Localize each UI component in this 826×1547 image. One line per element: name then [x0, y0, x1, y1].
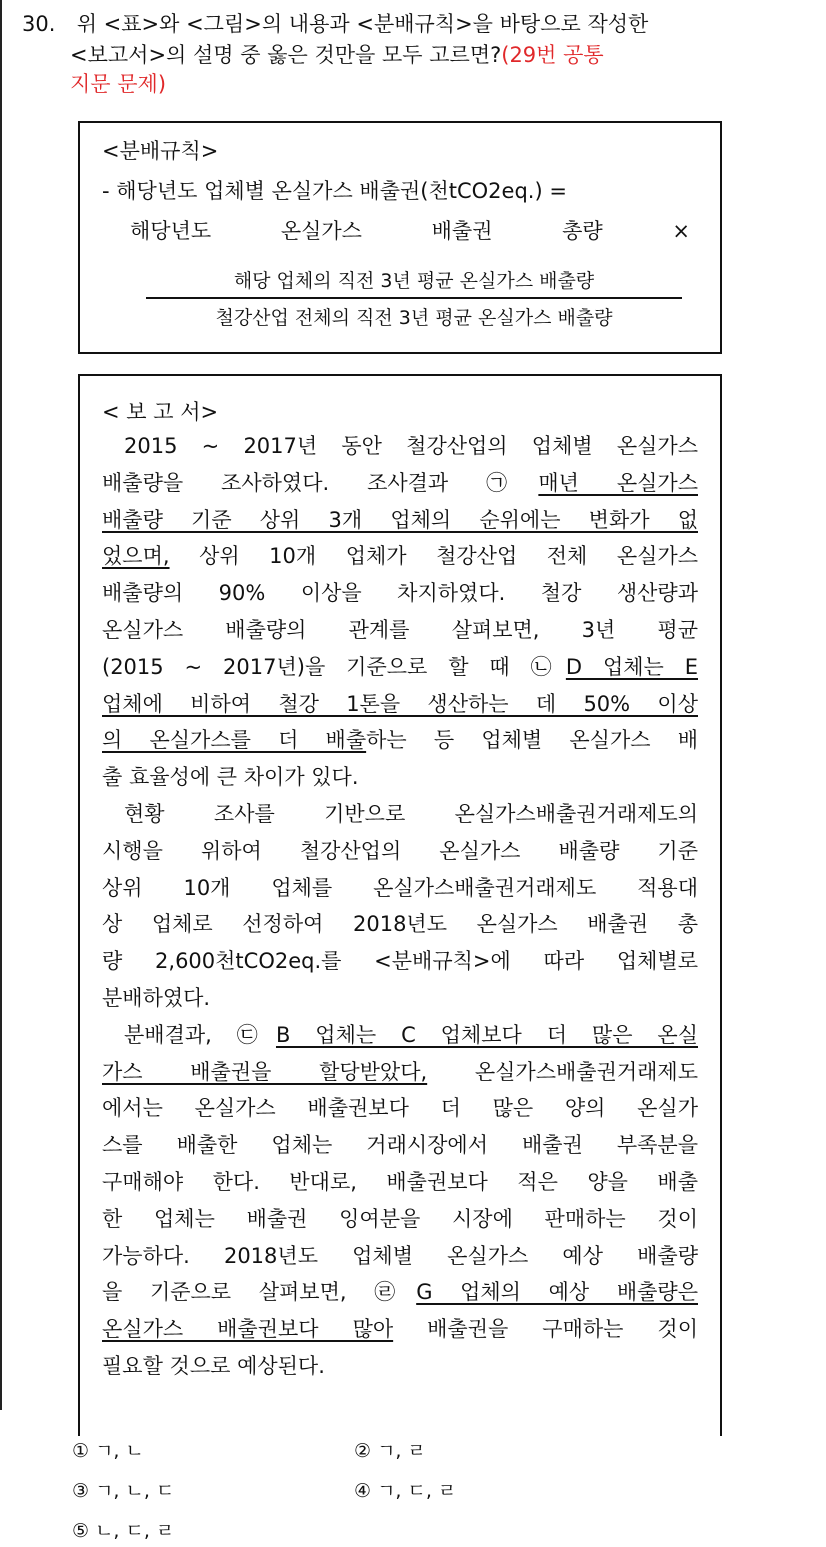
- report-text: 스를 배출한 업체는 거래시장에서 배출권 부족분을: [102, 1133, 698, 1158]
- report-text: 상위 10개 업체를 온실가스배출권거래제도 적용대: [102, 875, 698, 900]
- report-line: [124, 430, 698, 460]
- report-line: [102, 540, 698, 570]
- report-line: [102, 945, 698, 975]
- report-text: 분배결과, ㉢: [124, 1022, 276, 1047]
- rule-term-multiply: ×: [672, 219, 690, 243]
- underlined-statement: 온실가스 배출권보다 많아: [102, 1317, 394, 1342]
- question-text-line2-main: <보고서>의 설명 중 옳은 것만을 모두 고르면?: [70, 43, 502, 67]
- underlined-statement: 가스 배출권을 할당받았다,: [102, 1059, 428, 1084]
- report-text: 을 기준으로 살펴보면, ㉣: [102, 1280, 417, 1305]
- report-title: < 보 고 서>: [102, 400, 219, 424]
- report-line: [102, 872, 698, 902]
- choice-1[interactable]: ① ㄱ, ㄴ: [72, 1440, 144, 1462]
- report-text: 상위 10개 업체가 철강산업 전체 온실가스: [169, 544, 698, 569]
- report-line: [102, 982, 210, 1012]
- fraction-bar: [146, 297, 682, 299]
- report-line: [102, 1203, 698, 1233]
- underlined-statement: 배출량 기준 상위 3개 업체의 순위에는 변화가 없: [102, 507, 698, 532]
- rule-formula-line: - 해당년도 업체별 온실가스 배출권(천tCO2eq.) =: [102, 179, 567, 203]
- report-box: [78, 374, 722, 1436]
- report-text: 현황 조사를 기반으로 온실가스배출권거래제도의: [124, 802, 698, 826]
- report-text: 분배하였다.: [102, 986, 211, 1010]
- report-line: [102, 577, 698, 607]
- report-line: [124, 1019, 698, 1049]
- choice-4[interactable]: ④ ㄱ, ㄷ, ㄹ: [354, 1480, 457, 1502]
- report-text: 상 업체로 선정하여 2018년도 온실가스 배출권 총: [102, 912, 698, 937]
- underlined-statement: B 업체는 C 업체보다 더 많은 온실: [275, 1022, 698, 1047]
- underlined-statement: G 업체의 예상 배출량은: [416, 1280, 698, 1305]
- question-text-line1: 위 <표>와 <그림>의 내용과 <분배규칙>을 바탕으로 작성한: [76, 12, 649, 36]
- question-number: 30.: [22, 12, 56, 36]
- underlined-statement: D 업체는 E: [565, 654, 698, 679]
- report-text: 에서는 온실가스 배출권보다 더 많은 양의 온실가: [102, 1096, 698, 1121]
- report-line: [102, 1166, 698, 1196]
- report-line: [102, 761, 359, 791]
- report-text: 배출권을 구매하는 것이: [393, 1317, 698, 1342]
- report-line: [102, 1129, 698, 1159]
- rule-denominator: 철강산업 전체의 직전 3년 평균 온실가스 배출량: [215, 307, 613, 329]
- rule-term: 온실가스: [280, 219, 362, 243]
- report-text: 한 업체는 배출권 잉여분을 시장에 판매하는 것이: [102, 1206, 698, 1231]
- report-line: [102, 651, 698, 681]
- report-text: 구매해야 한다. 반대로, 배출권보다 적은 양을 배출: [102, 1170, 698, 1194]
- underlined-statement: 업체에 비하여 철강 1톤을 생산하는 데 50% 이상: [102, 691, 698, 716]
- report-line: [102, 688, 698, 718]
- report-text: 시행을 위하여 철강산업의 온실가스 배출량 기준: [102, 838, 698, 863]
- report-line: [102, 467, 698, 497]
- report-text: (2015 ~ 2017년)을 기준으로 할 때 ㉡: [102, 654, 566, 679]
- rule-term: 배출권: [431, 219, 493, 243]
- choice-5[interactable]: ⑤ ㄴ, ㄷ, ㄹ: [72, 1520, 175, 1542]
- underlined-statement: 의 온실가스를 더 배출: [102, 728, 367, 753]
- report-line: [102, 835, 698, 865]
- report-text: 량 2,600천tCO2eq.를 <분배규칙>에 따라 업체별로: [102, 949, 698, 974]
- page-left-border: [0, 0, 2, 1410]
- report-text: 2015 ~ 2017년 동안 철강산업의 업체별 온실가스: [124, 434, 698, 458]
- report-line: [102, 1313, 698, 1343]
- report-text: 온실가스 배출량의 관계를 살펴보면, 3년 평균: [102, 618, 698, 642]
- report-line: [102, 1240, 698, 1270]
- report-text: 하는 등 업체별 온실가스 배: [366, 728, 698, 753]
- choice-3[interactable]: ③ ㄱ, ㄴ, ㄷ: [72, 1480, 175, 1502]
- report-line: [102, 1276, 698, 1306]
- underlined-statement: 었으며,: [102, 544, 170, 569]
- rule-numerator: 해당 업체의 직전 3년 평균 온실가스 배출량: [233, 270, 595, 292]
- report-line: [102, 1056, 698, 1086]
- report-line: [102, 614, 698, 644]
- rule-title: <분배규칙>: [102, 139, 219, 163]
- report-line: [124, 798, 698, 828]
- rule-term: 해당년도: [130, 219, 212, 243]
- distribution-rule-box: [78, 121, 722, 354]
- report-line: [102, 1350, 325, 1380]
- report-text: 배출량의 90% 이상을 차지하였다. 철강 생산량과: [102, 581, 698, 606]
- underlined-statement: 매년 온실가스: [538, 470, 698, 495]
- rule-terms: [130, 215, 690, 245]
- report-text: 온실가스배출권거래제도: [427, 1059, 698, 1084]
- question-text-line3: 지문 문제): [70, 72, 167, 96]
- report-text: 필요할 것으로 예상된다.: [102, 1354, 325, 1378]
- report-line: [102, 724, 698, 754]
- question-stem: [22, 10, 782, 39]
- report-text: 배출량을 조사하였다. 조사결과 ㉠: [102, 470, 539, 495]
- choice-2[interactable]: ② ㄱ, ㄹ: [354, 1440, 426, 1462]
- report-text: 가능하다. 2018년도 업체별 온실가스 예상 배출량: [102, 1243, 698, 1268]
- report-line: [102, 504, 698, 534]
- rule-term: 총량: [562, 219, 603, 243]
- report-text: 출 효율성에 큰 차이가 있다.: [102, 765, 359, 790]
- report-line: [102, 908, 698, 938]
- question-text-line2: [70, 39, 604, 69]
- question-note: (29번 공통: [501, 43, 604, 67]
- report-line: [102, 1092, 698, 1122]
